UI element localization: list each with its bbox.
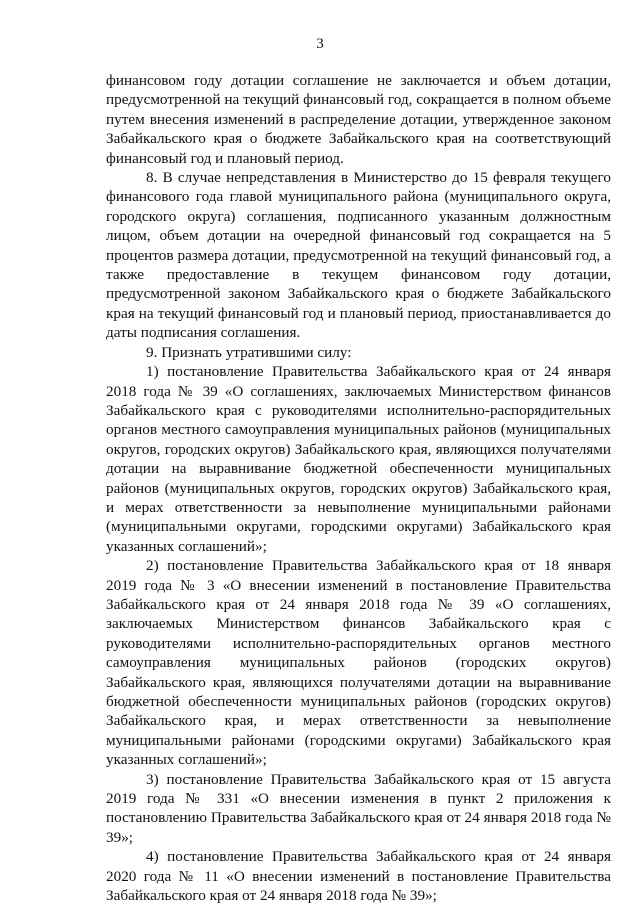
paragraph-continuation: финансовом году дотации соглашение не заключается и объем дотации, предусмотренной на текущий финансовый год, сокращается в полном объеме путем внесения изменений в распределение дотации, утвержденное законом Забайкальского края о бюджете Забайкальского края на соответствующий финансовый год и плановый период. [106,72,611,167]
paragraph-item-8: 8. В случае непредставления в Министерство до 15 февраля текущего финансового года главой муниципального района (муниципального округа, городского округа) соглашения, подписанного указанным должностным лицом, объем дотации на очередной финансовый год сокращается на 5 процентов размера дотации, предусмотренной на текущий финансовый год, а также предоставление в текущем финансовом году дотации, предусмотренной законом Забайкальского края о бюджете Забайкальского края на текущий финансовый год и плановый период, приостанавливается до даты подписания соглашения. [106,169,611,342]
subitem-1: 1) постановление Правительства Забайкальского края от 24 января 2018 года № 39 «О соглашениях, заключаемых Министерством финансов Забайкальского края с руководителями исполнительно-распорядительных органов местного самоуправления муниципальных районов (муниципальных округов, городских округов) Забайкальского края, являющихся получателями дотации на выравнивание бюджетной обеспеченности муниципальных районов (муниципальных округов, городских округов) Забайкальского края, и мерах ответственности за невыполнение муниципальными районами (муниципальными округами, городскими округами) Забайкальского края указанных соглашений»; [106,363,611,555]
subitem-2: 2) постановление Правительства Забайкальского края от 18 января 2019 года № 3 «О внесении изменений в постановление Правительства Забайкальского края от 24 января 2018 года № 39 «О соглашениях, заключаемых Министерством финансов Забайкальского края с руководителями исполнительно-распорядительных органов местного самоуправления муниципальных районов (городских округов) Забайкальского края, являющихся получателями дотации на выравнивание бюджетной обеспеченности муниципальных районов (городских округов) Забайкальского края, и мерах ответственности за невыполнение муниципальными районами (городскими округами) Забайкальского края указанных соглашений»; [106,557,611,769]
subitem-3: 3) постановление Правительства Забайкальского края от 15 августа 2019 года № 331 «О внесении изменения в пункт 2 приложения к постановлению Правительства Забайкальского края от 24 января 2018 года № 39»; [106,770,611,846]
page-number: 3 [316,36,324,52]
subitem-4: 4) постановление Правительства Забайкальского края от 24 января 2020 года № 11 «О внесении изменений в постановление Правительства Забайкальского края от 24 января 2018 года № 39»; [106,848,611,905]
paragraph-item-9: 9. Признать утратившими силу: [146,343,352,361]
document-body [106,71,611,905]
